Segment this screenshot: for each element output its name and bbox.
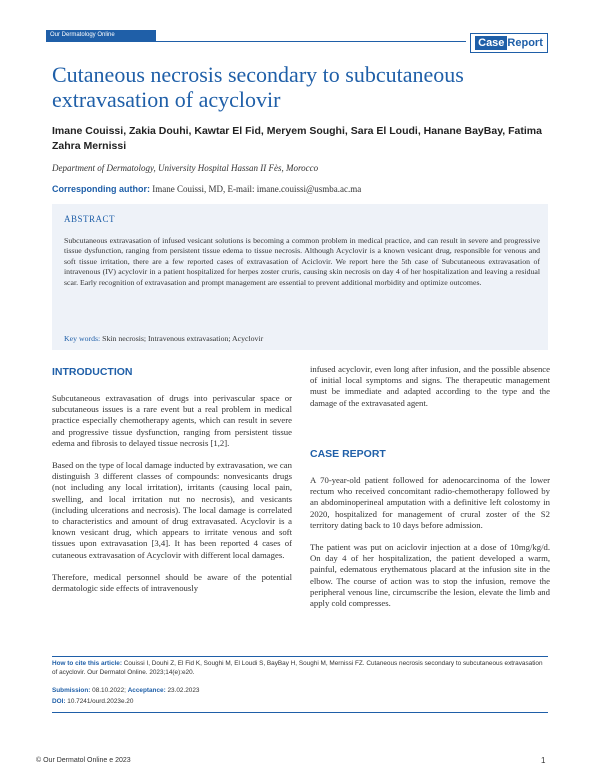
case-paragraph-1: A 70-year-old patient followed for adenocarcinoma of the lower rectum who received concomitant radio-chemotherapy followed by an abdominoperineal amputation with a definitive left colostomy in 2020, hospitalized for management of crural zoster of the S2 territory dating back to 10 days before admission. — [310, 475, 550, 530]
acceptance-label: Acceptance: — [127, 687, 166, 694]
submission-date: 08.10.2022; — [92, 687, 126, 694]
doi — [52, 698, 133, 705]
intro-paragraph-3: Therefore, medical personnel should be aware of the potential dermatologic side effects of intravenously — [52, 571, 292, 594]
copyright: © Our Dermatol Online e 2023 — [36, 757, 131, 764]
doi-label: DOI: — [52, 698, 66, 705]
right-column-case — [310, 475, 550, 620]
intro-paragraph-2: Based on the type of local damage inducted by extravasation, we can distinguish 3 different classes of compounds: nonvesicants drugs (not including any local irritation), irritants (causing local pain, swelling, and local irritation nut no necrosis), and vesicants (including ulcerations and necrosis). The local damage is correlated to characteristics and amount of drug extravasated. Acyclovir is a known vesicant drug, which appears to irritate venous and soft tissues upon extravasation [3,4]. It has been reported 4 cases of cutaneous extravasation of Acyclovir with different local damages. — [52, 460, 292, 560]
dates — [52, 687, 199, 694]
header-divider — [46, 41, 466, 42]
keywords — [64, 334, 540, 343]
page-number: 1 — [541, 756, 546, 765]
acceptance-date: 23.02.2023 — [167, 687, 200, 694]
introduction-heading: INTRODUCTION — [52, 366, 133, 378]
bottom-divider — [52, 712, 548, 713]
corresponding-text: Imane Couissi, MD, E-mail: imane.couissi@usmba.ac.ma — [152, 184, 362, 194]
intro-continuation: infused acyclovir, even long after infusion, and the possible absence of initial local symptoms and signs. The therapeutic management must be immediate and adapted according to the type and the damage of the extravasated agent. — [310, 364, 550, 408]
keywords-text: Skin necrosis; Intravenous extravasation; Acyclovir — [102, 334, 264, 343]
case-report-badge — [470, 33, 548, 53]
right-column-top — [310, 364, 550, 420]
journal-tag: Our Dermatology Online — [46, 30, 156, 41]
keywords-label: Key words: — [64, 334, 101, 343]
abstract-heading: ABSTRACT — [64, 214, 116, 224]
submission-label: Submission: — [52, 687, 91, 694]
corresponding-label: Corresponding author: — [52, 184, 150, 194]
case-paragraph-2: The patient was put on aciclovir injection at a dose of 10mg/kg/d. On day 4 of her hospitalization, the patient developed a warm, painful, edematous erythematous placard at the infusion site in the elbow. The course of action was to stop the infusion, remove the peripheral venous line, circumscribe the lesion, elevate the limb and apply cold compresses. — [310, 542, 550, 609]
badge-report-label: Report — [507, 37, 543, 49]
author-list: Imane Couissi, Zakia Douhi, Kawtar El Fid, Meryem Soughi, Sara El Loudi, Hanane BayBay, Fatima Zahra Mernissi — [52, 125, 542, 152]
doi-link[interactable]: 10.7241/ourd.2023e.20 — [67, 698, 134, 705]
left-column — [52, 393, 292, 605]
citation-label: How to cite this article: — [52, 660, 122, 667]
abstract-text: Subcutaneous extravasation of infused vesicant solutions is becoming a common problem in medical practice, and can result in severe and progressive tissue dysfunction, ranging from persistent tissue edema to tissue necrosis. Although Acyclovir is a known vesicant drug, responsible for venous and soft tissue irritation, there are a few reported cases of extravasation of Aciclovir. We report here the 5th case of Subcutaneous extravasation of intravenous (IV) acyclovir in a patient hospitalized for herpes zoster cruris, causing skin necrosis on day 4 of her hospitalization and leaving a residual scar. Early recognition of extravasation and prompt management are essential to prevent additional morbidity and optimize outcomes. — [64, 236, 540, 287]
citation-divider — [52, 656, 548, 657]
citation — [52, 659, 548, 677]
badge-case-label: Case — [475, 36, 507, 50]
intro-paragraph-1: Subcutaneous extravasation of drugs into perivascular space or subcutaneous issues is a rare event but a real problem in medical practice especially chemotherapy agents, which can result in severe and progressive tissue dysfunction, ranging from persistent tissue edema and fibrosis to delayed tissue necrosis [1,2]. — [52, 393, 292, 448]
citation-text: Couissi I, Douhi Z, El Fid K, Soughi M, El Loudi S, BayBay H, Soughi M, Mernissi FZ. Cutaneous necrosis secondary to subcutaneous extravasation of acyclovir. Our Dermatol Online. 2023;14(e):e20. — [52, 660, 543, 676]
article-title: Cutaneous necrosis secondary to subcutaneous extravasation of acyclovir — [52, 62, 464, 112]
affiliation: Department of Dermatology, University Hospital Hassan II Fès, Morocco — [52, 163, 319, 173]
corresponding-author — [52, 184, 552, 194]
case-report-heading: CASE REPORT — [310, 448, 386, 460]
